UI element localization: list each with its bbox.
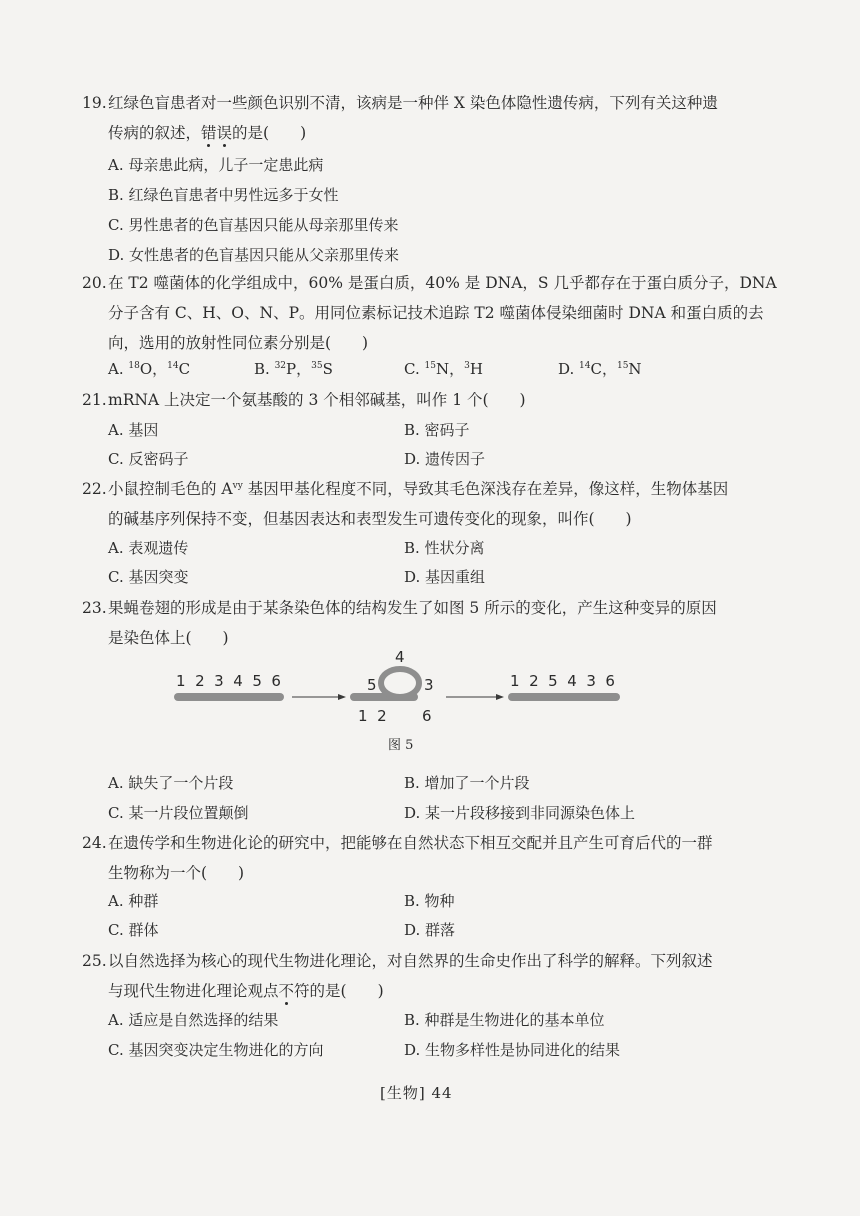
option-c[interactable]: C. 基因突变 xyxy=(108,568,189,586)
question-number: 22. xyxy=(82,480,107,498)
option-c[interactable]: C. 某一片段位置颠倒 xyxy=(108,804,249,822)
original-chromosome xyxy=(174,693,284,701)
option-c[interactable]: C. 男性患者的色盲基因只能从母亲那里传来 xyxy=(108,216,399,234)
question-stem-cont: 符的是( ) xyxy=(294,982,384,1000)
arrow-head xyxy=(496,694,504,700)
question-20 xyxy=(82,268,782,358)
question-number: 25. xyxy=(82,952,107,970)
question-24 xyxy=(82,828,782,888)
chromosome-figure xyxy=(170,650,630,730)
option-a[interactable]: A. 表观遗传 xyxy=(108,539,189,557)
option-d[interactable]: D. 女性患者的色盲基因只能从父亲那里传来 xyxy=(108,246,400,264)
superscript: vy xyxy=(232,481,243,491)
emphasis-char: 错 xyxy=(201,124,217,142)
option-d[interactable]: D. 群落 xyxy=(404,921,456,939)
question-stem: 小鼠控制毛色的 A xyxy=(108,480,233,498)
page-footer: [生物] 44 xyxy=(380,1084,453,1102)
option-b[interactable]: B. 密码子 xyxy=(404,421,470,439)
question-stem-cont: 的是( ) xyxy=(232,124,307,142)
question-stem: 果蝇卷翅的形成是由于某条染色体的结构发生了如图 5 所示的变化，产生这种变异的原因 xyxy=(108,599,717,617)
question-stem-cont: 向，选用的放射性同位素分别是( ) xyxy=(108,334,369,352)
fig-mid-left: 5 xyxy=(367,676,377,694)
option-c[interactable]: C. 群体 xyxy=(108,921,159,939)
option-b[interactable]: B. 物种 xyxy=(404,892,455,910)
option-d[interactable]: D. 生物多样性是协同进化的结果 xyxy=(404,1041,621,1059)
question-number: 19. xyxy=(82,94,107,112)
option-b[interactable]: B. 增加了一个片段 xyxy=(404,774,530,792)
fig-right-labels: 1 2 5 4 3 6 xyxy=(510,672,615,690)
option-a[interactable]: A. 基因 xyxy=(108,421,159,439)
inversion-loop xyxy=(381,669,419,697)
question-stem: 在 T2 噬菌体的化学组成中，60% 是蛋白质，40% 是 DNA，S 几乎都存在于蛋白质分子，DNA xyxy=(108,274,777,292)
arrow-head xyxy=(338,694,346,700)
emphasis-char: 不 xyxy=(278,982,295,1000)
question-stem: 以自然选择为核心的现代生物进化理论，对自然界的生命史作出了科学的解释。下列叙述 xyxy=(108,952,713,970)
question-stem-cont: 分子含有 C、H、O、N、P。用同位素标记技术追踪 T2 噬菌体侵染细菌时 DNA 和蛋白质的去 xyxy=(108,304,764,322)
mutated-chromosome xyxy=(508,693,620,701)
option-c[interactable]: C. 反密码子 xyxy=(108,450,189,468)
option-a[interactable]: A. $^{18}$O，$^{14}$C xyxy=(108,360,191,378)
question-number: 23. xyxy=(82,599,107,617)
question-stem-cont: 的碱基序列保持不变，但基因表达和表型发生可遗传变化的现象，叫作( ) xyxy=(108,510,632,528)
option-b[interactable]: B. $^{32}$P，$^{35}$S xyxy=(254,360,333,378)
question-23 xyxy=(82,593,782,653)
fig-mid-bottom-b: 6 xyxy=(422,707,432,725)
question-stem-cont: 传病的叙述， xyxy=(108,124,202,142)
option-d[interactable]: D. 某一片段移接到非同源染色体上 xyxy=(404,804,636,822)
question-stem: 在遗传学和生物进化论的研究中，把能够在自然状态下相互交配并且产生可育后代的一群 xyxy=(108,834,713,852)
question-number: 20. xyxy=(82,274,107,292)
question-number: 21. xyxy=(82,391,107,409)
option-b[interactable]: B. 性状分离 xyxy=(404,539,485,557)
option-a[interactable]: A. 适应是自然选择的结果 xyxy=(108,1011,279,1029)
question-stem-cont: 是染色体上( ) xyxy=(108,629,229,647)
option-a[interactable]: A. 种群 xyxy=(108,892,159,910)
question-25 xyxy=(82,946,782,1006)
option-a[interactable]: A. 缺失了一个片段 xyxy=(108,774,234,792)
option-c[interactable]: C. 基因突变决定生物进化的方向 xyxy=(108,1041,324,1059)
option-d[interactable]: D. 基因重组 xyxy=(404,568,486,586)
emphasis-char: 误 xyxy=(216,124,233,142)
question-19 xyxy=(82,88,782,148)
question-stem-cont: 与现代生物进化理论观点 xyxy=(108,982,279,1000)
fig-left-labels: 1 2 3 4 5 6 xyxy=(176,672,281,690)
fig-mid-bottom-a: 1 2 xyxy=(358,707,387,725)
question-stem-cont: 基因甲基化程度不同，导致其毛色深浅存在差异，像这样，生物体基因 xyxy=(242,480,729,498)
option-a[interactable]: A. 母亲患此病，儿子一定患此病 xyxy=(108,156,324,174)
question-stem-cont: 生物称为一个( ) xyxy=(108,864,245,882)
fig-mid-right: 3 xyxy=(424,676,434,694)
question-stem: mRNA 上决定一个氨基酸的 3 个相邻碱基，叫作 1 个( ) xyxy=(108,391,526,409)
option-d[interactable]: D. 遗传因子 xyxy=(404,450,486,468)
question-22 xyxy=(82,474,782,534)
fig-mid-top: 4 xyxy=(395,650,405,666)
option-c[interactable]: C. $^{15}$N，$^3$H xyxy=(404,360,483,378)
option-d[interactable]: D. $^{14}$C，$^{15}$N xyxy=(558,360,642,378)
question-stem: 红绿色盲患者对一些颜色识别不清，该病是一种伴 X 染色体隐性遗传病，下列有关这种遗 xyxy=(108,94,718,112)
option-b[interactable]: B. 种群是生物进化的基本单位 xyxy=(404,1011,605,1029)
option-b[interactable]: B. 红绿色盲患者中男性远多于女性 xyxy=(108,186,339,204)
figure-caption: 图 5 xyxy=(388,738,414,753)
question-number: 24. xyxy=(82,834,107,852)
question-21 xyxy=(82,385,782,415)
